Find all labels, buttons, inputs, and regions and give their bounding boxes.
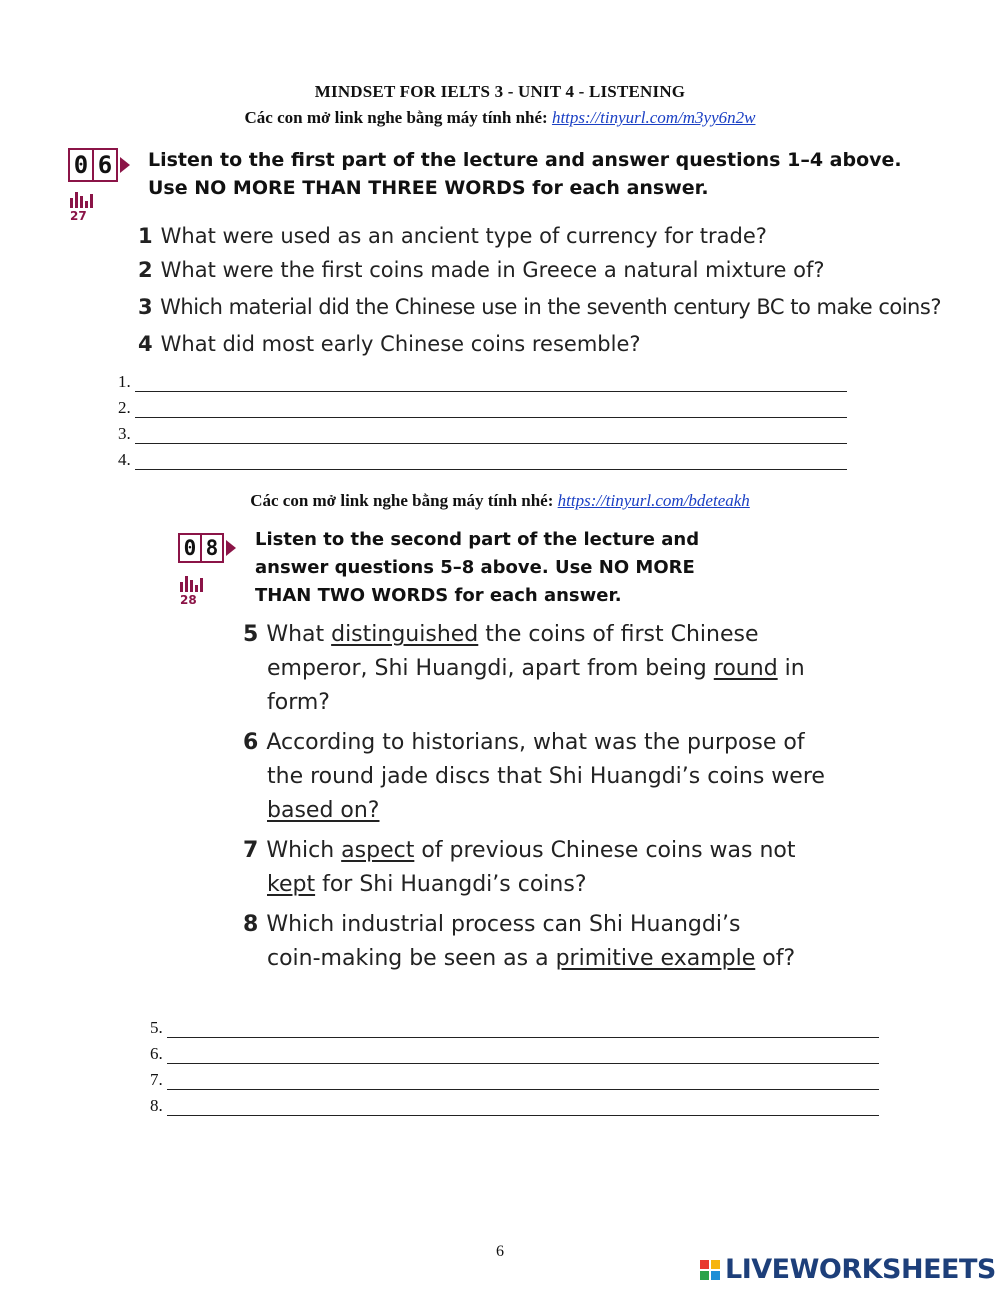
question-6-line-2 (267, 764, 825, 789)
brand-grid-icon (700, 1260, 720, 1280)
question-8 (243, 912, 740, 937)
question-5-line-3 (267, 690, 330, 715)
instruction-line: answer questions 5–8 above. Use NO MORE (255, 557, 695, 578)
answer-blank[interactable] (167, 1075, 879, 1090)
question-text: for Shi Huangdi’s coins? (315, 872, 587, 897)
answer-label: 5. (150, 1018, 163, 1037)
answer-label: 4. (118, 450, 131, 469)
link-prefix: Các con mở link nghe bằng máy tính nhé: (250, 491, 554, 510)
audio-number: 27 (70, 209, 87, 223)
answer-label: 8. (150, 1096, 163, 1115)
question-1 (138, 224, 767, 248)
question-text: What were the first coins made in Greece a natural mixture of? (160, 258, 825, 282)
answer-blank[interactable] (135, 455, 847, 470)
answer-line-5[interactable] (150, 1018, 879, 1038)
instruction-line: THAN TWO WORDS for each answer. (255, 585, 622, 606)
link-line-2 (0, 491, 1000, 511)
audio-track-27 (70, 192, 93, 223)
answer-blank[interactable] (135, 403, 847, 418)
link-prefix: Các con mở link nghe bằng máy tính nhé: (244, 108, 548, 127)
underlined-keyword: based on? (267, 798, 380, 823)
equalizer-icon (180, 576, 203, 592)
question-number: 1 (138, 224, 153, 248)
question-text: coin-making be seen as a (267, 946, 556, 971)
answer-blank[interactable] (135, 377, 847, 392)
underlined-keyword: round (713, 656, 778, 681)
equalizer-icon (70, 192, 93, 208)
instructions-part2 (255, 526, 699, 610)
underlined-keyword: kept (267, 872, 316, 897)
question-6 (243, 730, 805, 755)
question-text: of? (755, 946, 796, 971)
answer-label: 6. (150, 1044, 163, 1063)
answer-line-1[interactable] (118, 372, 847, 392)
question-text: the round jade discs that Shi Huangdi’s coins were (267, 764, 825, 789)
track-digit: 0 (178, 533, 202, 563)
answer-blank[interactable] (135, 429, 847, 444)
answer-label: 1. (118, 372, 131, 391)
question-text: Which (266, 838, 342, 863)
question-4 (138, 332, 641, 356)
question-text: What (266, 622, 332, 647)
question-7-line-2 (267, 872, 587, 897)
audio-track-28 (180, 576, 203, 607)
underlined-keyword: aspect (341, 838, 415, 863)
question-3 (138, 295, 941, 319)
question-number: 7 (243, 838, 259, 863)
page-number: 6 (496, 1243, 504, 1260)
instruction-line: Use NO MORE THAN THREE WORDS for each answer. (148, 177, 709, 199)
question-text: emperor, Shi Huangdi, apart from being (267, 656, 714, 681)
question-2 (138, 258, 825, 282)
question-number: 4 (138, 332, 153, 356)
question-number: 2 (138, 258, 153, 282)
answer-label: 2. (118, 398, 131, 417)
question-text: What did most early Chinese coins resemble? (160, 332, 641, 356)
answer-label: 7. (150, 1070, 163, 1089)
question-number: 3 (138, 295, 153, 319)
question-number: 5 (243, 622, 259, 647)
question-text: Which material did the Chinese use in the seventh century BC to make coins? (160, 295, 941, 319)
answer-line-7[interactable] (150, 1070, 879, 1090)
track-badge-06 (68, 148, 130, 182)
question-text: What were used as an ancient type of currency for trade? (160, 224, 767, 248)
question-number: 8 (243, 912, 259, 937)
answer-line-4[interactable] (118, 450, 847, 470)
answer-blank[interactable] (167, 1023, 879, 1038)
brand-name: LIVEWORKSHEETS (725, 1254, 996, 1285)
answer-line-2[interactable] (118, 398, 847, 418)
question-5-line-2 (267, 656, 805, 681)
play-icon (120, 157, 130, 173)
liveworksheets-logo (700, 1254, 996, 1285)
play-icon (226, 540, 236, 556)
question-text: in (777, 656, 805, 681)
answer-blank[interactable] (167, 1101, 879, 1116)
track-digit: 0 (68, 148, 94, 182)
instruction-line: Listen to the second part of the lecture and (255, 529, 700, 550)
audio-link-1[interactable]: https://tinyurl.com/m3yy6n2w (551, 108, 756, 127)
audio-link-2[interactable]: https://tinyurl.com/bdeteakh (557, 491, 750, 510)
track-digit: 6 (92, 148, 118, 182)
track-badge-08 (178, 533, 236, 563)
question-text: of previous Chinese coins was not (414, 838, 796, 863)
question-text: form? (267, 690, 330, 715)
question-text: Which industrial process can Shi Huangdi’s (266, 912, 741, 937)
underlined-keyword: primitive example (555, 946, 756, 971)
answer-line-3[interactable] (118, 424, 847, 444)
question-number: 6 (243, 730, 259, 755)
answer-line-8[interactable] (150, 1096, 879, 1116)
instructions-part1 (148, 146, 902, 202)
question-text: According to historians, what was the purpose of (266, 730, 805, 755)
question-6-line-3 (267, 798, 379, 823)
question-8-line-2 (267, 946, 795, 971)
track-digit: 8 (200, 533, 224, 563)
question-7 (243, 838, 795, 863)
answer-label: 3. (118, 424, 131, 443)
underlined-keyword: distinguished (331, 622, 479, 647)
audio-number: 28 (180, 593, 197, 607)
question-5 (243, 622, 759, 647)
instruction-line: Listen to the first part of the lecture and answer questions 1–4 above. (148, 149, 902, 171)
question-text: the coins of first Chinese (478, 622, 759, 647)
document-title: MINDSET FOR IELTS 3 - UNIT 4 - LISTENING (314, 82, 686, 101)
answer-blank[interactable] (167, 1049, 879, 1064)
link-line-1 (0, 108, 1000, 128)
answer-line-6[interactable] (150, 1044, 879, 1064)
